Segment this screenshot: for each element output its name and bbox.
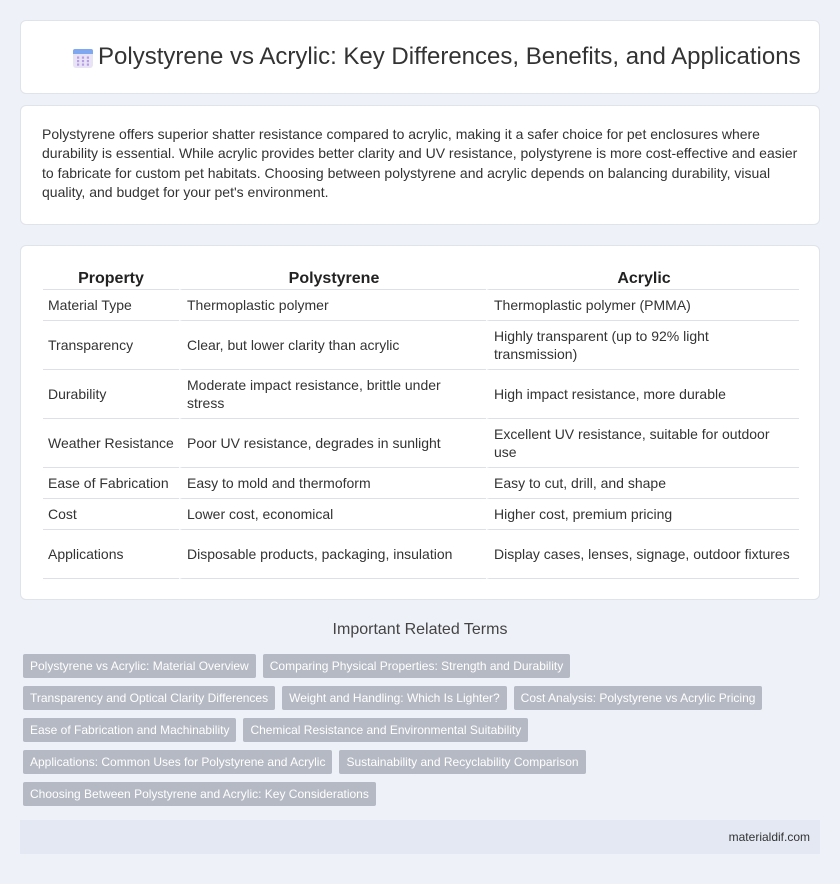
table-row [43, 468, 799, 499]
related-term-tag[interactable]: Transparency and Optical Clarity Differences [23, 686, 275, 710]
related-term-tag[interactable]: Sustainability and Recyclability Comparison [339, 750, 585, 774]
table-cell: Highly transparent (up to 92% light transmission) [486, 321, 799, 370]
calendar-icon [71, 46, 95, 70]
related-term-tag[interactable]: Applications: Common Uses for Polystyrene and Acrylic [23, 750, 332, 774]
table-cell: Poor UV resistance, degrades in sunlight [179, 419, 486, 468]
table-cell: Thermoplastic polymer (PMMA) [486, 290, 799, 321]
table-cell: Transparency [43, 321, 179, 370]
table-cell: Applications [43, 530, 179, 579]
tag-row [23, 782, 813, 806]
related-term-tag[interactable]: Comparing Physical Properties: Strength and Durability [263, 654, 570, 678]
table-cell: Material Type [43, 290, 179, 321]
comparison-table [43, 266, 799, 579]
table-cell: Easy to cut, drill, and shape [486, 468, 799, 499]
table-cell: Ease of Fabrication [43, 468, 179, 499]
related-term-tag[interactable]: Choosing Between Polystyrene and Acrylic: Key Considerations [23, 782, 376, 806]
table-row [43, 499, 799, 530]
table-row [43, 530, 799, 579]
related-term-tag[interactable]: Cost Analysis: Polystyrene vs Acrylic Pricing [514, 686, 763, 710]
footer [20, 820, 820, 854]
tag-row [23, 654, 813, 678]
tag-row [23, 750, 813, 774]
table-row [43, 290, 799, 321]
table-cell: Easy to mold and thermoform [179, 468, 486, 499]
tag-row [23, 686, 813, 710]
table-header-row [43, 266, 799, 290]
table-cell: Durability [43, 370, 179, 419]
table-cell: Clear, but lower clarity than acrylic [179, 321, 486, 370]
page-title: Polystyrene vs Acrylic: Key Differences, Benefits, and Applications [98, 43, 801, 70]
table-cell: High impact resistance, more durable [486, 370, 799, 419]
table-row [43, 419, 799, 468]
related-terms-title: Important Related Terms [332, 621, 508, 638]
table-cell: Display cases, lenses, signage, outdoor fixtures [486, 530, 799, 579]
table-cell: Thermoplastic polymer [179, 290, 486, 321]
column-header-polystyrene: Polystyrene [179, 266, 486, 290]
table-cell: Disposable products, packaging, insulation [179, 530, 486, 579]
footer-site-link[interactable]: materialdif.com [728, 830, 810, 844]
table-row [43, 321, 799, 370]
intro-card [20, 105, 820, 225]
table-cell: Higher cost, premium pricing [486, 499, 799, 530]
table-cell: Cost [43, 499, 179, 530]
table-cell: Lower cost, economical [179, 499, 486, 530]
column-header-acrylic: Acrylic [486, 266, 799, 290]
related-term-tag[interactable]: Polystyrene vs Acrylic: Material Overview [23, 654, 256, 678]
related-terms-list [23, 654, 813, 814]
column-header-property: Property [43, 266, 179, 290]
comparison-table-card [20, 245, 820, 600]
related-term-tag[interactable]: Weight and Handling: Which Is Lighter? [282, 686, 507, 710]
intro-text: Polystyrene offers superior shatter resistance compared to acrylic, making it a safer choice for pet enclosures where durability is essential. While acrylic provides better clarity and UV resistance, polystyrene is more cost-effective and easier to fabricate for custom pet habitats. Choosing between polystyrene and acrylic depends on balancing durability, visual quality, and budget for your pet's environment. [42, 126, 798, 200]
table-cell: Weather Resistance [43, 419, 179, 468]
tag-row [23, 718, 813, 742]
related-term-tag[interactable]: Ease of Fabrication and Machinability [23, 718, 236, 742]
table-cell: Moderate impact resistance, brittle under stress [179, 370, 486, 419]
table-cell: Excellent UV resistance, suitable for outdoor use [486, 419, 799, 468]
related-term-tag[interactable]: Chemical Resistance and Environmental Suitability [243, 718, 528, 742]
header-card [20, 20, 820, 94]
table-row [43, 370, 799, 419]
